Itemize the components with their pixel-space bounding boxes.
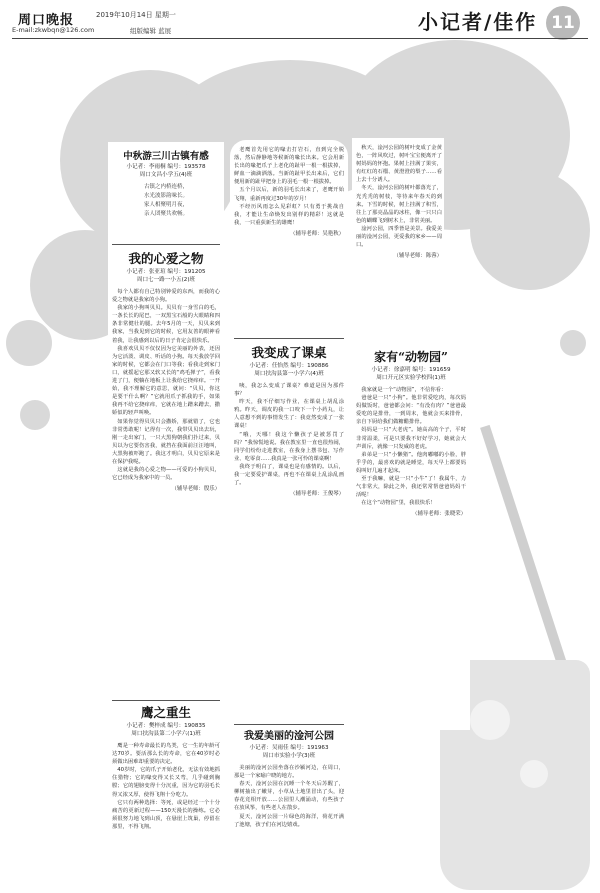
article-byline: 小记者：樊梓成 编号：190835 <box>126 723 206 729</box>
article-body <box>112 288 220 482</box>
paragraph: 老鹰首先用它的喙击打岩石，直到完全脱落，然后静静地等候新的喙长出来。它会用新长出的喙把爪子上老化的趾甲一根一根拔掉，鲜血一滴滴洒落。当新的趾甲长出来后，它们便用新的趾甲把身上的羽毛一根一根拔掉。 <box>234 147 344 186</box>
article-byline: 小记者：徐嘉明 编号：191659 <box>371 367 451 373</box>
poem-line: 水光波影韵味长。 <box>143 193 188 199</box>
article-byline: 小记者：李雨桐 编号：193578 <box>126 164 206 170</box>
paragraph: 冬天，淦河公园的树叶都落光了，光秃秃的树枝，等待来年春天的到来。下雪的时候，树上挂满了积雪，往上了那亮晶晶的冰柱，像一只只白色的蝴蝶飞到树木上，非常美丽。 <box>356 185 442 224</box>
paragraph: 美丽的淦河公园坐落在沙颍河边，在周口，那是一个家喻户晓的地方。 <box>234 765 344 780</box>
article-school: 周口七一路一小五(2)班 <box>136 277 196 283</box>
article-byline: 小记者：张亚瑄 编号：191205 <box>126 269 206 275</box>
article-body <box>234 764 344 829</box>
paragraph: 秋天，淦河公园的树叶变成了金黄色，一阵风吹过，树叶宝宝便离开了树妈妈的怀抱。果树上挂满了果实，有红红的石榴、黄澄澄的梨子……看上去十分诱人。 <box>356 145 442 184</box>
paragraph: 夏天，淦河公园一片绿色的海洋，荷花开满了池塘，孩子们在河边嬉戏。 <box>234 813 344 828</box>
article-park <box>234 730 344 829</box>
poem-line: 亲人团聚共欢畅。 <box>143 211 188 217</box>
layout-editor: 组版编辑 蓝展 <box>130 27 172 35</box>
paragraph: 淦河公园，四季皆是美景。我爱美丽的淦河公园，更爱我的家乡——周口。 <box>356 225 442 249</box>
column-2-divider <box>234 338 344 339</box>
background-straw <box>480 425 570 675</box>
article-eagle <box>112 704 220 831</box>
article-title: 中秋游三川古镇有感 <box>123 151 209 162</box>
article-body <box>112 742 220 831</box>
background-bubble <box>470 700 510 740</box>
background-bubble <box>6 320 52 366</box>
background-bubble <box>470 170 590 290</box>
article-park-continued <box>356 144 442 259</box>
article-byline: 小记者：吴雨佳 编号：191963 <box>249 745 329 751</box>
article-body <box>356 386 466 507</box>
paragraph: 我家就是一个“动物园”，不信你看： <box>361 387 447 393</box>
background-bubble <box>560 330 586 356</box>
article-tutor: （辅导老师：王俊琴） <box>290 491 344 498</box>
article-school: 周口扶沟县第二小学六(1)班 <box>131 731 201 737</box>
article-byline: 小记者：任怡然 编号：190886 <box>249 363 329 369</box>
contact-email: E-mail:zkwbqn@126.com <box>12 26 95 34</box>
article-body <box>234 382 344 487</box>
paragraph: 爸爸是一只“小狗”。他非常爱吃肉，每次妈妈做饭时，爸爸都会问：“有没有肉？”爸爸最爱吃的是排骨，一到周末，他就会买来排骨，亲自下厨给我们做糖醋排骨。 <box>356 395 466 426</box>
background-bubble <box>20 400 50 430</box>
article-zoo <box>356 348 466 517</box>
paragraph: 我喜欢贝贝不仅仅因为它美丽的外表，还因为它活泼、调皮、听话的小狗。每天我放学回家的时候，它都会在门口等我；看我走到家门口，就摇起它那又软又长的“鸡毛掸子”，看我进了门，便躺在地板上让我给它挠痒痒。一开始，我不理解它的意思，就问：“贝贝，你这是要干什么啊？”它就用爪子抓我的手，如果我再不给它挠痒痒，它就在地上蹭来蹭去，撒娇似的轻声叫唤。 <box>112 345 220 417</box>
article-tutor: （辅导老师：殷乐） <box>171 486 220 493</box>
article-desk <box>234 344 344 497</box>
paragraph: 咦，我怎么变成了课桌？难道是因为那件事？ <box>234 383 344 398</box>
paragraph: 妈妈是一只“大老虎”。她高高的个子，平时非常温柔，可是只要我不好好学习，她就会大声训斥，就像一只发威的老虎。 <box>356 427 466 450</box>
paragraph: 如果你觉得贝贝只会撒娇，那就错了，它也非常勇敢呢！记得有一次，我带贝贝出去玩，刚一走出家门，一只大黑狗朝我们扑过来，贝贝以为它要伤害我，就挡在我面前汪汪地叫，大黑狗被吓跑了。我这才明白，贝贝它原来是在保护我呢。 <box>112 418 220 465</box>
paragraph: 鹰是一种寿命最长的鸟类，它一生的年龄可达70岁。要活那么长的寿命，它在40岁时必须做出困难却重要的决定。 <box>112 743 220 766</box>
article-title: 我的心爱之物 <box>128 251 204 266</box>
section-title: 小记者/佳作 <box>418 10 538 34</box>
article-body <box>234 146 344 227</box>
article-tutor: （辅导老师：陈蓉） <box>393 253 442 260</box>
newspaper-logo: 周口晚报 <box>18 13 75 28</box>
article-title: 家有“动物园” <box>374 350 448 364</box>
masthead-rule <box>12 38 588 39</box>
article-school: 周口文昌小学五(4)班 <box>139 172 193 178</box>
poem-line: 家人相聚明月夜， <box>143 202 188 208</box>
article-tutor: （辅导老师：吴艳秋） <box>290 230 344 237</box>
paragraph: 我家的小狗叫贝贝。贝贝有一身雪白的毛，一条长长的尾巴，一双黑宝石般的大眼睛和四条非常健壮的腿。去年5月的一天，贝贝来到我家，当我见到它的时候，它用友善的眼神看着我，让我感到以后的日子肯定会很快乐。 <box>112 305 220 344</box>
page-number-badge: 11 <box>546 6 580 40</box>
column-1-divider <box>112 700 220 701</box>
paragraph: 昨天，我不仔细写作业，在课桌上胡乱涂鸦。昨天，调皮的我一口咬下一个小药丸，让人意想不到的事情发生了：我竟然变成了一张课桌！ <box>234 399 344 430</box>
paragraph: 至于我嘛，就是一只“小牛”了！我属牛，力气非常大，除此之外，我还常常帮爸爸妈妈干活呢！ <box>356 476 466 499</box>
article-tutor: （辅导老师：张晓荣） <box>412 511 466 518</box>
column-2-divider <box>234 724 344 725</box>
article-school: 周口市实验小学(3)班 <box>262 753 316 759</box>
background-bubble <box>520 760 548 788</box>
article-title: 我变成了课桌 <box>251 345 327 360</box>
paragraph: 我终于明白了，课桌也是有感情的。以后，我一定要爱护课桌，再也不在课桌上乱涂乱画了。 <box>234 463 344 487</box>
paragraph: 这就是我的心爱之物——可爱的小狗贝贝，它已经成为我家中的一员。 <box>112 467 220 482</box>
paragraph: 在这个“动物园”里，我很快乐！ <box>361 500 436 507</box>
article-pet <box>112 250 220 492</box>
article-title: 鹰之重生 <box>140 705 191 720</box>
paragraph: 五个月以后，新的羽毛长出来了，老鹰开始飞翔，重新再度过30年的岁月！ <box>234 187 344 202</box>
article-school: 周口扶沟县第一小学六(4)班 <box>254 371 324 377</box>
article-eagle-continued <box>234 146 344 237</box>
paragraph: 每个人都有自己特别钟爱的东西，而我的心爱之物就是我家的小狗。 <box>112 289 220 304</box>
paragraph: 40岁时，它的爪子开始老化，无法有效地抓住猎物；它的喙变得又长又弯，几乎碰到胸膛；它的翅膀变得十分沉重，因为它的羽毛长得又浓又厚，使得飞翔十分吃力。 <box>112 767 220 798</box>
paragraph: 不经历风雨怎么见彩虹？只有勇于挑战自我，才能让生命焕发出别样的精彩！这就是我，一只重获新生的雄鹰！ <box>234 203 344 226</box>
issue-date: 2019年10月14日 星期一 <box>96 11 176 19</box>
paragraph: 它只有两种选择：等死，或是经过一个十分痛苦的更新过程——150天漫长的操练。它必须很努力地飞到山顶，在悬崖上筑巢，停留在那里，不得飞翔。 <box>112 799 220 830</box>
column-1-divider <box>112 244 220 245</box>
article-title: 我爱美丽的淦河公园 <box>244 731 334 742</box>
poem-body <box>112 183 220 219</box>
article-school: 周口开元区实验学校四(1)班 <box>376 375 446 381</box>
paragraph: 春天，淦河公园在沉睡一个冬天后苏醒了，柳树抽出了嫩芽，小草从土地里冒出了头，迎春花竞相开放……公园里人潮涌动，有些孩子在放风筝，有些老人在散步。 <box>234 781 344 812</box>
article-mid-autumn <box>112 150 220 219</box>
paragraph: “哦，天哪！我这个懒孩子是被惩罚了吗？”我惊慌地说。我在教室里一直也很热闹，同学们纷纷走进教室，在我身上摆书包、写作业、吃零食……我真是一张可怜的课桌啊！ <box>234 431 344 462</box>
paragraph: 弟弟是一只“小懒猪”。他肉嘟嘟的小脸，胖乎乎的，最喜欢的就是睡觉，每天早上都要妈妈叫好几遍才起床。 <box>356 451 466 474</box>
article-body <box>356 144 442 249</box>
masthead <box>0 0 600 40</box>
poem-line: 古镇之内桥连桥， <box>143 184 188 190</box>
